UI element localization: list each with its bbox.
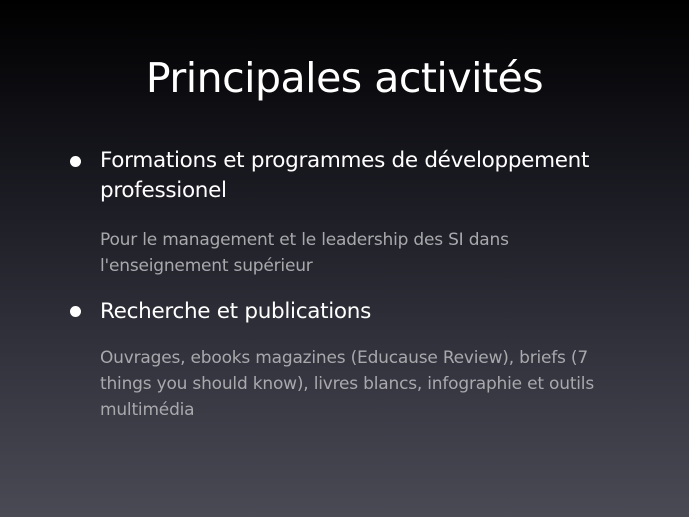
bullet-dot-icon [70, 306, 81, 317]
slide-title: Principales activités [145, 54, 544, 102]
bullet-dot-icon [70, 156, 81, 167]
bullet-heading-formations: Formations et programmes de développement professionel [100, 148, 590, 203]
bullet-detail-recherche: Ouvrages, ebooks magazines (Educause Review), briefs (7 things you should know), livres blancs, infographie et outils multimédia [100, 348, 594, 420]
bullet-heading-recherche: Recherche et publications [100, 299, 371, 324]
bullet-detail-formations: Pour le management et le leadership des SI dans l'enseignement supérieur [100, 230, 509, 276]
